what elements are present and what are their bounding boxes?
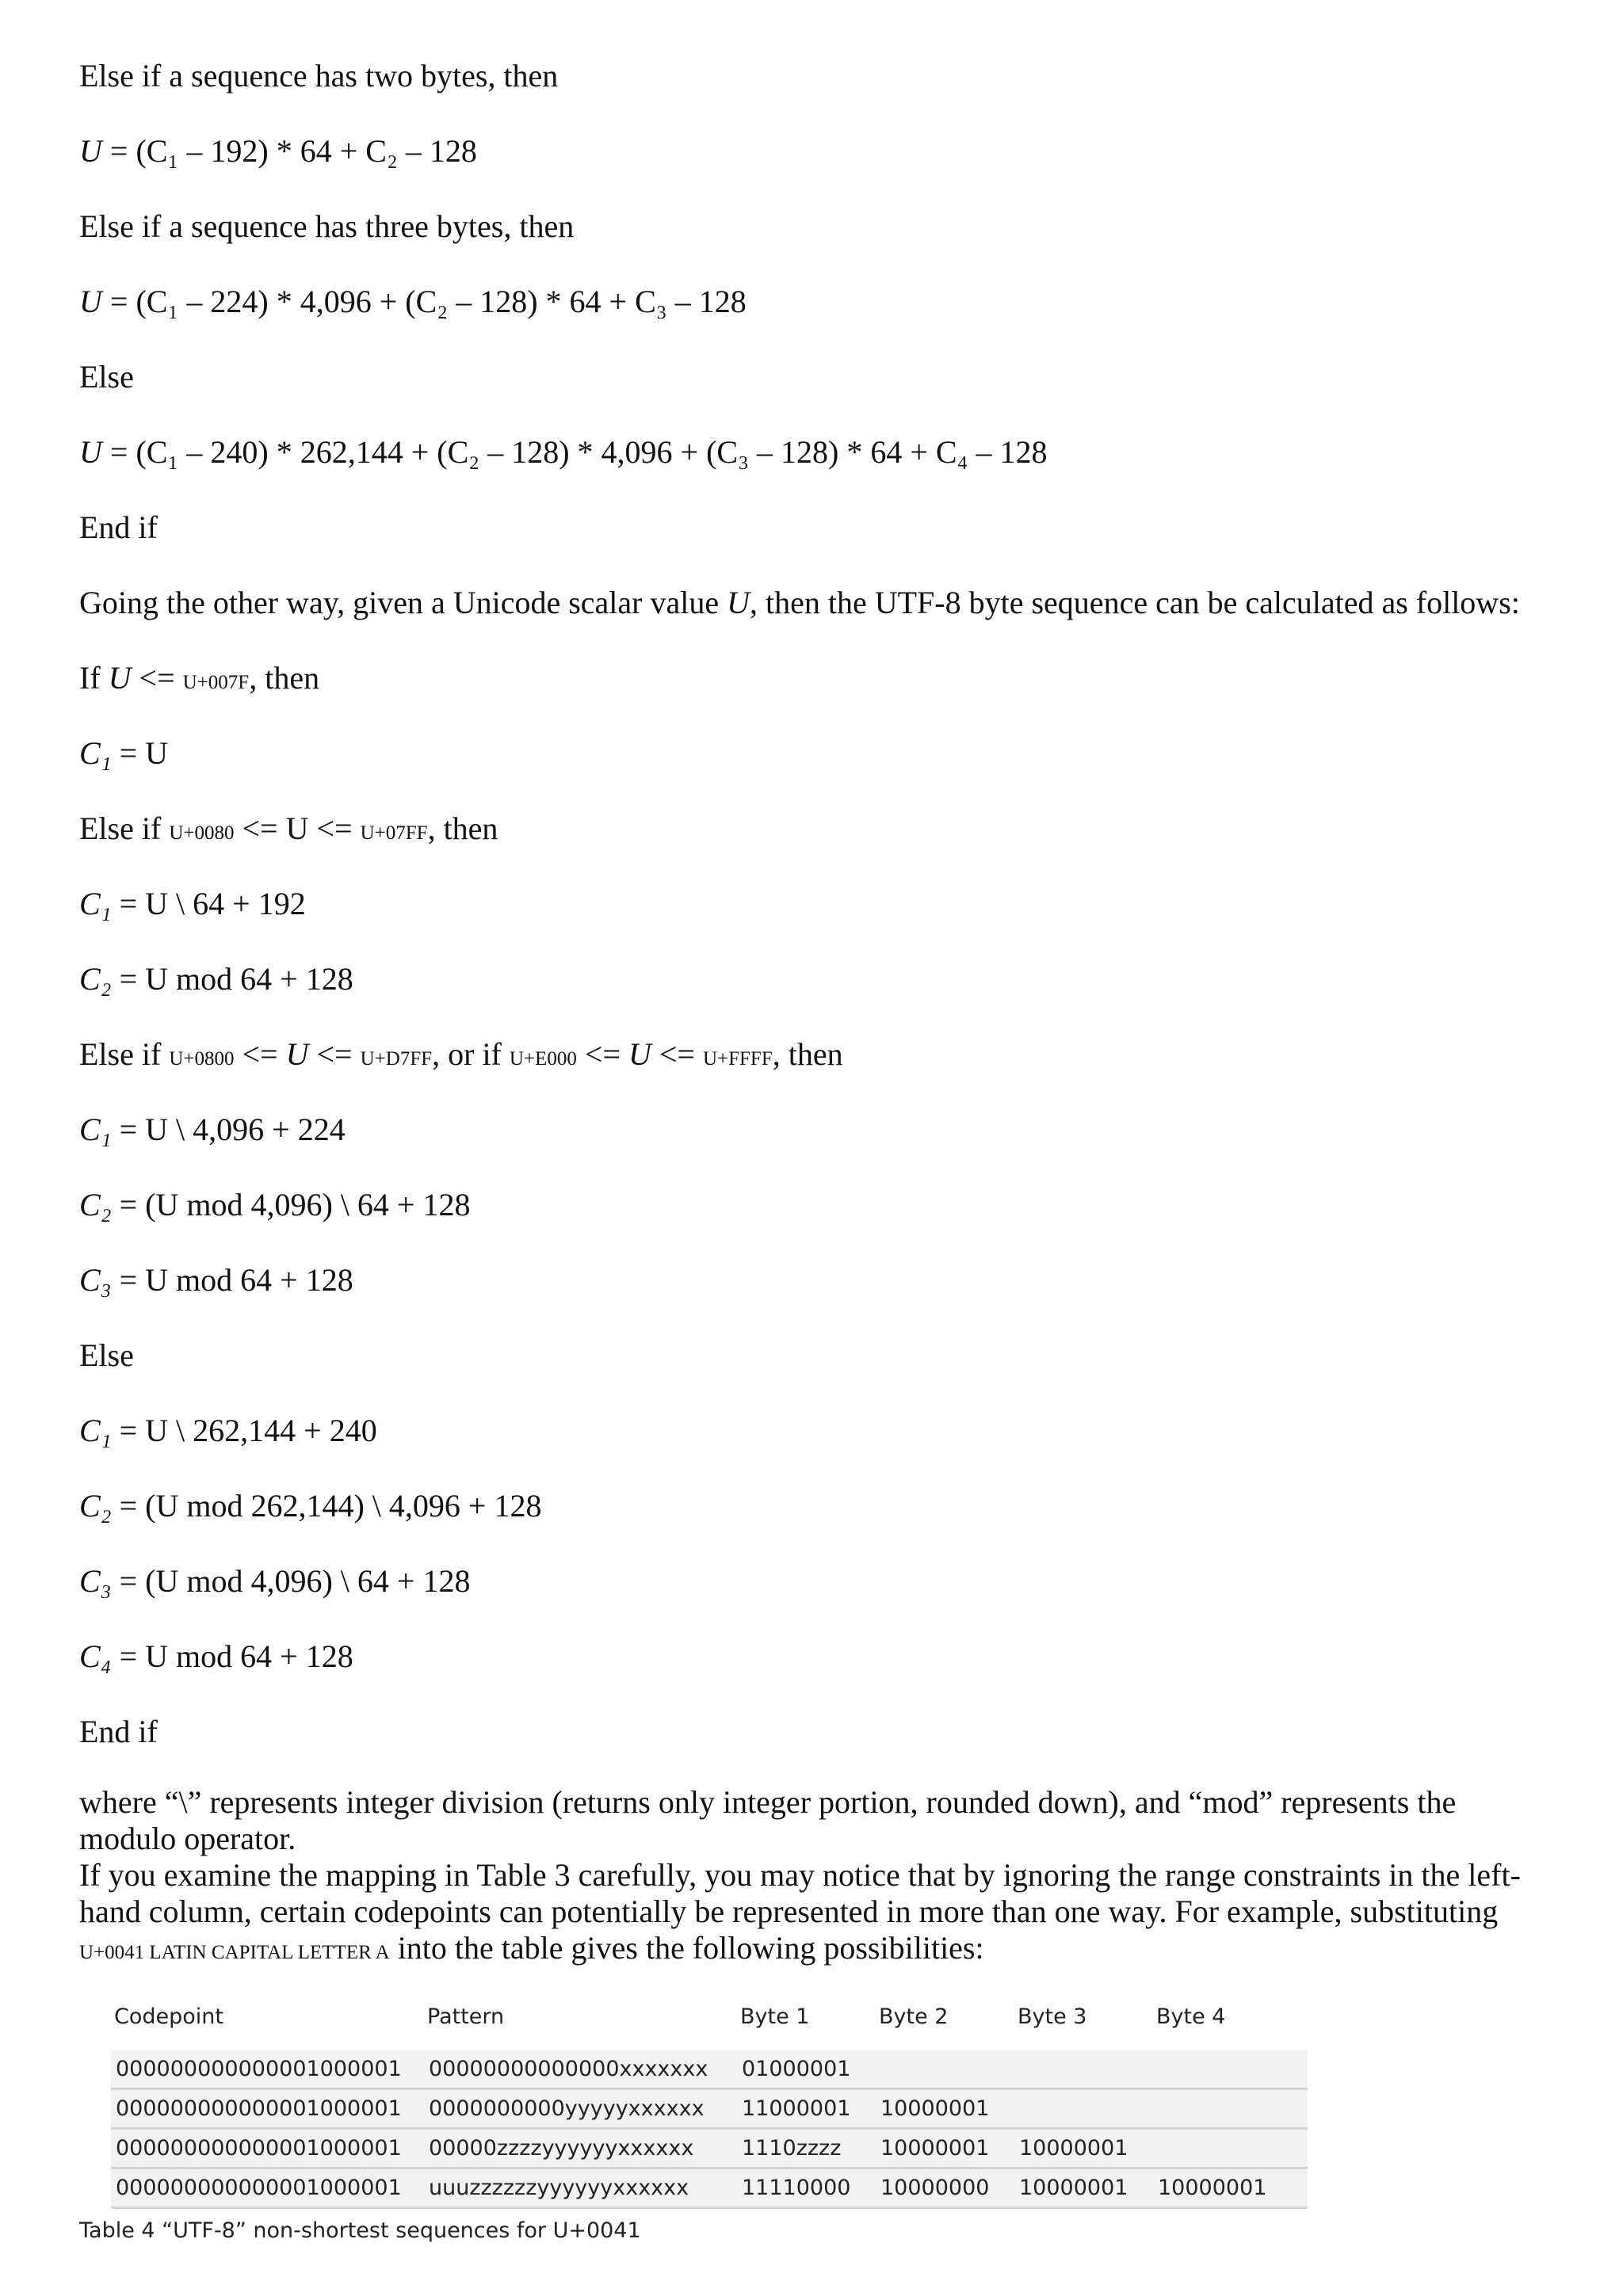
table-cell: 01000001 <box>742 2057 851 2081</box>
table-header-row <box>111 1997 1308 2050</box>
formula-line <box>79 885 306 923</box>
operator: <= U <= <box>242 810 353 846</box>
var-u: U <box>79 133 102 169</box>
table-cell: 000000000000001000001 <box>116 2176 402 2200</box>
formula: = (C₁ – 224) * 4,096 + (C₂ – 128) * 64 + C₃ – 128 <box>109 284 747 319</box>
table-cell: 000000000000001000001 <box>116 2136 402 2161</box>
var-c2: C₂ <box>79 961 112 997</box>
text: Going the other way, given a Unicode scalar value <box>79 585 720 620</box>
column-header: Byte 4 <box>1156 2004 1226 2029</box>
table-cell <box>1153 2129 1308 2168</box>
formula: = (U mod 262,144) \ 4,096 + 128 <box>119 1488 542 1524</box>
table-cell: 000000000000001000001 <box>116 2096 402 2121</box>
formula: = U \ 262,144 + 240 <box>119 1413 377 1448</box>
formula: = U \ 64 + 192 <box>119 886 306 921</box>
var-u: U <box>79 284 102 319</box>
var-u: U <box>79 434 102 470</box>
formula-line <box>79 1186 470 1224</box>
var-c3: C₃ <box>79 1563 112 1599</box>
var-u: U <box>628 1036 651 1072</box>
column-header: Pattern <box>427 2004 505 2029</box>
codepoint: U+0080 <box>169 822 235 844</box>
table-cell: 00000zzzzyyyyyyxxxxxx <box>429 2136 694 2161</box>
utf8-table <box>111 1997 1308 2209</box>
condition-line <box>79 1035 843 1078</box>
text: Else if <box>79 1036 162 1072</box>
text-line: End if <box>79 1714 158 1749</box>
table-cell: 10000001 <box>880 2136 990 2161</box>
paragraph-overlong-note <box>79 1857 1553 1971</box>
column-header: Byte 2 <box>879 2004 949 2029</box>
text: Else if <box>79 810 162 846</box>
formula-line <box>79 1638 353 1676</box>
column-header: Byte 3 <box>1018 2004 1087 2029</box>
table-row <box>111 2168 1308 2208</box>
formula-line <box>79 960 353 998</box>
operator: <= <box>139 660 175 696</box>
text: , then the UTF-8 byte sequence can be calculated as follows: <box>750 585 1520 620</box>
formula: = U mod 64 + 128 <box>119 1262 353 1298</box>
table-cell: 10000001 <box>1019 2176 1128 2200</box>
table-cell: 00000000000000xxxxxxx <box>429 2057 708 2081</box>
formula-line <box>79 1412 377 1450</box>
var-c3: C₃ <box>79 1262 112 1298</box>
formula: = (U mod 4,096) \ 64 + 128 <box>119 1563 471 1599</box>
table-row <box>111 2050 1308 2089</box>
table-cell <box>1153 2089 1308 2129</box>
formula-line <box>79 433 1048 471</box>
formula-line <box>79 734 168 772</box>
codepoint: U+D7FF <box>360 1048 433 1070</box>
table-cell: 11110000 <box>742 2176 851 2200</box>
text: , then <box>772 1036 843 1072</box>
formula: = (C₁ – 192) * 64 + C₂ – 128 <box>109 133 477 169</box>
formula: = (U mod 4,096) \ 64 + 128 <box>119 1187 471 1222</box>
table-cell: 1110zzzz <box>742 2136 842 2161</box>
text-line: End if <box>79 509 158 545</box>
table-cell: 000000000000001000001 <box>116 2057 402 2081</box>
text-line: Else if a sequence has two bytes, then <box>79 58 559 93</box>
table-row <box>111 2129 1308 2168</box>
codepoint: U+E000 <box>509 1048 577 1070</box>
text: into the table gives the following possibilities: <box>397 1930 984 1966</box>
text: , then <box>249 660 320 696</box>
table-row <box>111 2089 1308 2129</box>
table-cell: 11000001 <box>742 2096 851 2121</box>
formula: = U mod 64 + 128 <box>119 961 353 997</box>
table-cell: 10000000 <box>880 2176 990 2200</box>
var-c4: C₄ <box>79 1638 112 1674</box>
codepoint-name: U+0041 LATIN CAPITAL LETTER A <box>79 1942 390 1963</box>
table-cell <box>1014 2050 1153 2089</box>
condition-line <box>79 659 319 702</box>
formula-line <box>79 132 477 170</box>
var-u: U <box>285 1036 309 1072</box>
operator: <= <box>316 1036 353 1072</box>
formula-line <box>79 1487 541 1525</box>
var-u: U <box>108 660 132 696</box>
var-u: U <box>727 585 750 620</box>
operator: <= <box>584 1036 621 1072</box>
formula: = (C₁ – 240) * 262,144 + (C₂ – 128) * 4,096 + (C₃ – 128) * 64 + C₄ – 128 <box>109 434 1048 470</box>
codepoint: U+07FF <box>360 822 428 844</box>
formula: = U <box>119 735 169 771</box>
codepoint: U+0800 <box>169 1048 235 1070</box>
codepoint: U+FFFF <box>702 1048 773 1070</box>
table-cell <box>1014 2089 1153 2129</box>
table-cell <box>1153 2050 1308 2089</box>
operator: <= <box>659 1036 695 1072</box>
table-cell <box>876 2050 1014 2089</box>
paragraph-division-note: where “\” represents integer division (returns only integer portion, rounded down), and “mod” represents the modulo operator. <box>79 1784 1457 1856</box>
condition-line <box>79 810 498 852</box>
table-cell: 0000000000yyyyyxxxxxx <box>429 2096 705 2121</box>
table-cell: uuuzzzzzzyyyyyyxxxxxx <box>429 2176 689 2200</box>
var-c1: C₁ <box>79 886 112 921</box>
operator: <= <box>242 1036 278 1072</box>
formula-line <box>79 1261 353 1299</box>
formula-line <box>79 1562 470 1600</box>
table-cell: 10000001 <box>1019 2136 1128 2161</box>
text: If <box>79 660 101 696</box>
formula: = U \ 4,096 + 224 <box>119 1112 346 1147</box>
text-line <box>79 584 1520 622</box>
text: , or if <box>432 1036 502 1072</box>
formula-line <box>79 283 747 321</box>
table-caption: Table 4 “UTF-8” non-shortest sequences for U+0041 <box>79 2218 641 2243</box>
table-cell: 10000001 <box>1158 2176 1267 2200</box>
var-c1: C₁ <box>79 1413 112 1448</box>
text: If you examine the mapping in Table 3 carefully, you may notice that by ignoring the range constraints in the left-hand column, certain codepoints can potentially be represented in more than one way. For example, substituting <box>79 1857 1521 1929</box>
text-line: Else <box>79 1337 134 1373</box>
var-c2: C₂ <box>79 1187 112 1222</box>
var-c1: C₁ <box>79 1112 112 1147</box>
var-c2: C₂ <box>79 1488 112 1524</box>
codepoint: U+007F <box>182 672 250 693</box>
var-c1: C₁ <box>79 735 112 771</box>
column-header: Codepoint <box>114 2004 223 2029</box>
formula: = U mod 64 + 128 <box>119 1638 353 1674</box>
text-line: Else if a sequence has three bytes, then <box>79 208 575 244</box>
formula-line <box>79 1111 346 1149</box>
table-cell: 10000001 <box>880 2096 990 2121</box>
column-header: Byte 1 <box>740 2004 810 2029</box>
text: , then <box>427 810 498 846</box>
text-line: Else <box>79 359 134 395</box>
